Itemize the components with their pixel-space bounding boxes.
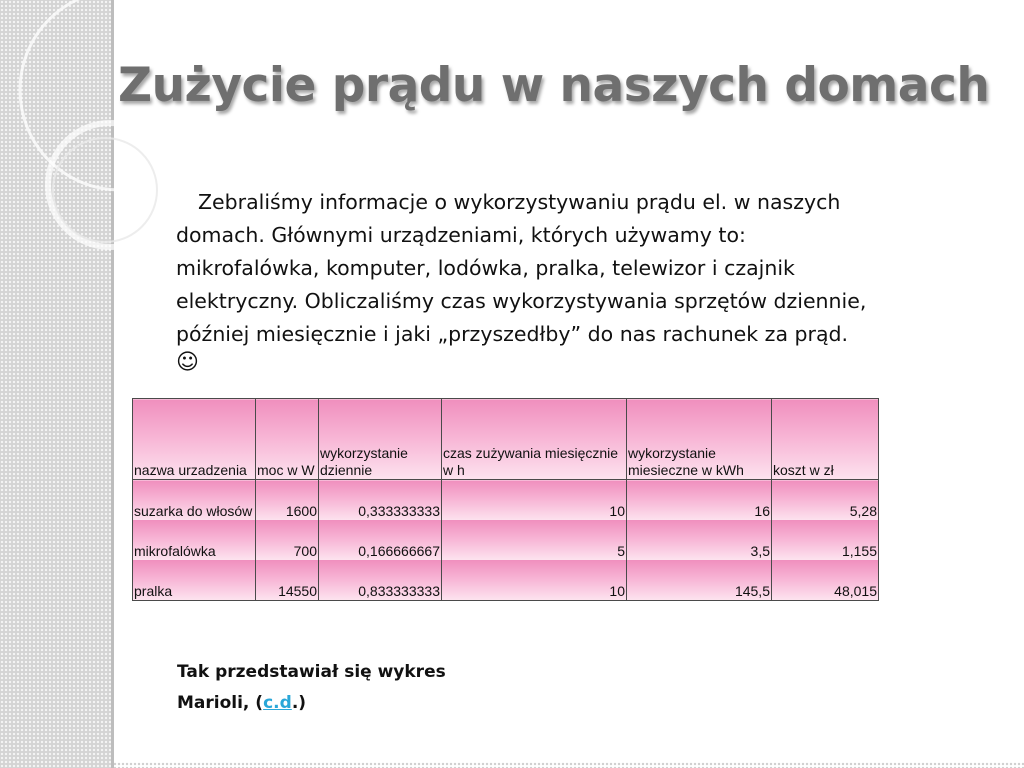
header-cell: wykorzystanie dziennie xyxy=(319,399,442,480)
header-cell: koszt w zł xyxy=(772,399,879,480)
table-cell: pralka xyxy=(133,560,256,601)
table-cell: 1,155 xyxy=(772,520,879,560)
table-cell: 5,28 xyxy=(772,480,879,521)
table-cell: 145,5 xyxy=(627,560,772,601)
table-cell: 0,833333333 xyxy=(319,560,442,601)
table-row xyxy=(133,560,879,601)
continued-link[interactable]: c.d xyxy=(263,693,292,713)
table-cell: 1600 xyxy=(256,480,319,521)
header-cell: czas zużywania miesięcznie w h xyxy=(442,399,627,480)
side-decoration-edge xyxy=(111,0,114,768)
table-cell: 0,333333333 xyxy=(319,480,442,521)
table-cell: 14550 xyxy=(256,560,319,601)
bottom-decoration-dots xyxy=(113,762,1024,768)
intro-line: Zebraliśmy informacje o wykorzystywaniu prądu el. w naszych xyxy=(198,190,841,214)
table-row xyxy=(133,520,879,560)
table-cell: 10 xyxy=(442,480,627,521)
intro-line: później miesięcznie i jaki „przyszedłby” do nas rachunek za prąd. xyxy=(176,322,849,346)
table-cell: 700 xyxy=(256,520,319,560)
side-decoration-pattern xyxy=(0,0,113,768)
smiley-icon: ☺ xyxy=(176,350,199,375)
table-cell: 10 xyxy=(442,560,627,601)
header-cell: moc w W xyxy=(256,399,319,480)
slide-title: Zużycie prądu w naszych domach xyxy=(118,58,990,113)
intro-line: domach. Głównymi urządzeniami, których używamy to: xyxy=(176,223,746,247)
footer-prefix: Marioli, ( xyxy=(177,693,264,713)
header-cell: nazwa urzadzenia xyxy=(133,399,256,480)
table-cell: 3,5 xyxy=(627,520,772,560)
table-cell: 48,015 xyxy=(772,560,879,601)
intro-line: elektryczny. Obliczaliśmy czas wykorzystywania sprzętów dziennie, xyxy=(176,289,867,313)
footer-line xyxy=(177,688,446,719)
table-cell: suzarka do włosów xyxy=(133,480,256,521)
header-cell: wykorzystanie miesieczne w kWh xyxy=(627,399,772,480)
footer-suffix: .) xyxy=(291,693,307,713)
intro-line: mikrofalówka, komputer, lodówka, pralka, telewizor i czajnik xyxy=(176,256,795,280)
table-cell: 0,166666667 xyxy=(319,520,442,560)
energy-usage-table xyxy=(132,398,879,601)
footer-note xyxy=(177,657,446,719)
table-row xyxy=(133,480,879,521)
table-cell: mikrofalówka xyxy=(133,520,256,560)
table-cell: 16 xyxy=(627,480,772,521)
intro-paragraph xyxy=(176,186,966,375)
table-header-row xyxy=(133,399,879,480)
footer-line: Tak przedstawiał się wykres xyxy=(177,662,446,682)
table-cell: 5 xyxy=(442,520,627,560)
